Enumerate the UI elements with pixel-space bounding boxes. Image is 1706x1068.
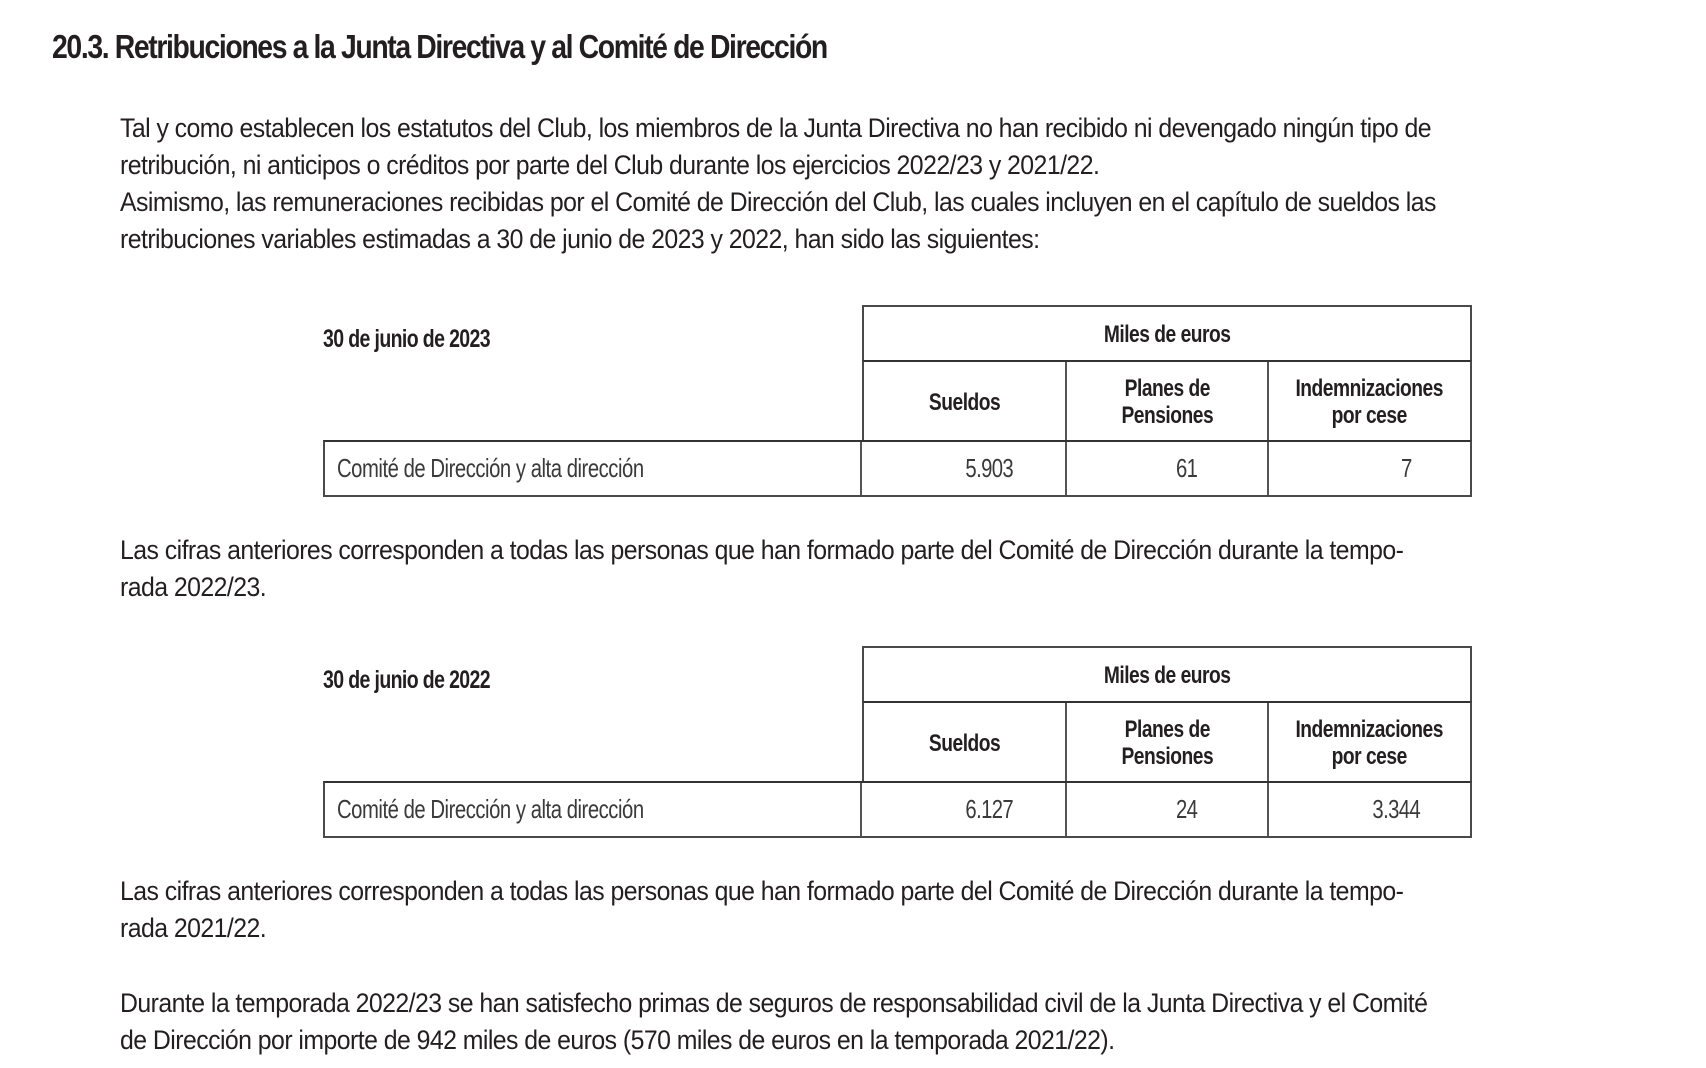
column-header-indemnizaciones xyxy=(1267,362,1470,442)
text-line: Asimismo, las remuneraciones recibidas por el Comité de Dirección del Club, las cuales incluyen en el capítulo de sueldos las xyxy=(120,187,1436,217)
column-header-line: Planes de xyxy=(1124,716,1210,743)
table-row xyxy=(323,781,1472,838)
text-line: Durante la temporada 2022/23 se han satisfecho primas de seguros de responsabilidad civil de la Junta Directiva y el Comité xyxy=(120,988,1428,1018)
column-headers xyxy=(862,360,1472,442)
remuneration-table-2023 xyxy=(323,305,1473,495)
column-header-indemnizaciones xyxy=(1267,703,1470,783)
column-header-line: Indemnizaciones xyxy=(1295,716,1444,743)
cell-value: 7 xyxy=(1401,453,1412,483)
cell-value: 5.903 xyxy=(965,453,1013,483)
table-date-label: 30 de junio de 2022 xyxy=(323,666,490,694)
column-header-planes-pensiones xyxy=(1065,362,1268,442)
group-header xyxy=(862,305,1472,362)
row-label: Comité de Dirección y alta dirección xyxy=(337,453,644,483)
group-header xyxy=(862,646,1472,703)
column-header-line: por cese xyxy=(1332,402,1408,429)
column-header-label: Sueldos xyxy=(928,388,1000,416)
text-line: retribución, ni anticipos o créditos por parte del Club durante los ejercicios 2022/23 y 2021/22. xyxy=(120,150,1100,180)
column-header-line: por cese xyxy=(1332,743,1408,770)
column-header-label xyxy=(1296,375,1444,429)
text-line: rada 2021/22. xyxy=(120,913,267,943)
text-line: Las cifras anteriores corresponden a todas las personas que han formado parte del Comité de Dirección durante la tempo- xyxy=(120,876,1404,906)
column-header-line: Indemnizaciones xyxy=(1295,375,1444,402)
group-header-label: Miles de euros xyxy=(1103,321,1231,348)
column-header-label xyxy=(1296,716,1444,770)
cell-value: 24 xyxy=(1176,794,1198,824)
group-header-label: Miles de euros xyxy=(1103,662,1231,689)
note-2023 xyxy=(120,532,1680,606)
column-header-line: Planes de xyxy=(1124,375,1210,402)
column-header-label xyxy=(1121,716,1213,770)
table-date-label: 30 de junio de 2023 xyxy=(323,325,490,353)
cell-value: 3.344 xyxy=(1372,794,1421,824)
text-line: Tal y como establecen los estatutos del Club, los miembros de la Junta Directiva no han recibido ni devengado ningún tipo de xyxy=(120,113,1431,143)
text-line: Las cifras anteriores corresponden a todas las personas que han formado parte del Comité de Dirección durante la tempo- xyxy=(120,535,1404,565)
column-headers xyxy=(862,701,1472,783)
column-header-line: Pensiones xyxy=(1121,402,1213,429)
column-header-label: Sueldos xyxy=(928,729,1000,757)
column-header-label xyxy=(1121,375,1213,429)
cell-value: 6.127 xyxy=(965,794,1013,824)
table-row xyxy=(323,440,1472,497)
note-2022 xyxy=(120,873,1680,947)
section-title: 20.3. Retribuciones a la Junta Directiva y al Comité de Dirección xyxy=(52,28,827,65)
text-line: de Dirección por importe de 942 miles de euros (570 miles de euros en la temporada 2021/22). xyxy=(120,1025,1115,1055)
text-line: rada 2022/23. xyxy=(120,572,267,602)
row-label: Comité de Dirección y alta dirección xyxy=(337,794,644,824)
cell-planes-pensiones xyxy=(1065,783,1268,836)
cell-sueldos xyxy=(862,783,1065,836)
column-header-line: Pensiones xyxy=(1121,743,1213,770)
cell-indemnizaciones xyxy=(1267,442,1470,495)
cell-indemnizaciones xyxy=(1267,783,1470,836)
column-header-sueldos xyxy=(864,362,1065,442)
row-label-cell xyxy=(325,442,862,495)
closing-paragraph xyxy=(120,985,1680,1059)
remuneration-table-2022 xyxy=(323,646,1473,836)
column-header-sueldos xyxy=(864,703,1065,783)
cell-sueldos xyxy=(862,442,1065,495)
row-label-cell xyxy=(325,783,862,836)
intro-paragraph xyxy=(120,110,1680,258)
cell-planes-pensiones xyxy=(1065,442,1268,495)
cell-value: 61 xyxy=(1176,453,1198,483)
column-header-planes-pensiones xyxy=(1065,703,1268,783)
text-line: retribuciones variables estimadas a 30 de junio de 2023 y 2022, han sido las siguientes: xyxy=(120,224,1040,254)
